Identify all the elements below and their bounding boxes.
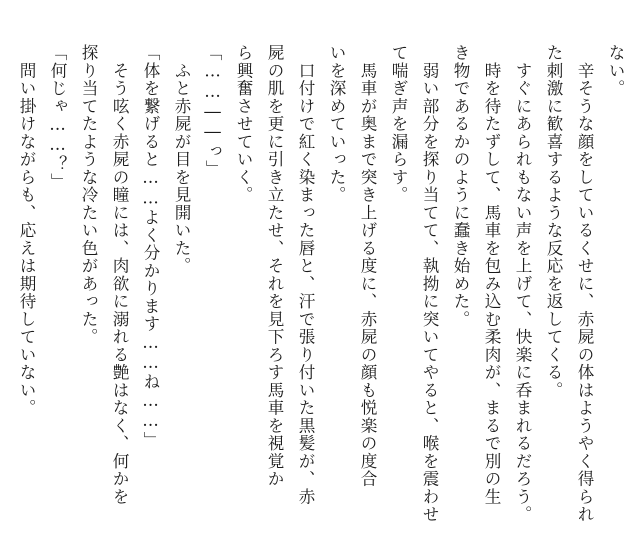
text-column: 問い掛けながらも、応えは期待していない。 [17,44,36,417]
text-column: 「何じゃ……？」 [48,44,67,191]
text-column: ふと赤屍が目を見開いた。 [172,44,191,275]
text-column: 「……――っ」 [203,44,222,178]
text-column: いを深めていった。 [327,44,346,204]
text-column: 辛そうな顔をしているくせに、赤屍の体はようやく得られ [575,44,594,524]
text-column: ら興奮させていく。 [234,44,253,204]
text-column: 口付けで紅く染まった唇と、汗で張り付いた黒髪が、赤 [296,44,315,506]
text-column: 探り当てたような冷たい色があった。 [79,44,98,346]
text-column: て喘ぎ声を漏らす。 [389,44,408,204]
text-column: そう呟く赤屍の瞳には、肉欲に溺れる艶はなく、何かを [110,44,129,506]
text-column: 「体を繋げると……よく分かります……ね……」 [141,44,160,449]
text-column: 弱い部分を探り当てて、執拗に突いてやると、喉を震わせ [420,44,439,524]
text-column: ない。 [606,44,625,98]
text-column: 屍の肌を更に引き立たせ、それを見下ろす馬車を視覚か [265,44,284,488]
text-column: き物であるかのように蠢き始めた。 [451,44,470,328]
text-column: すぐにあられもない声を上げて、快楽に呑まれるだろう。 [513,44,532,524]
text-column: 馬車が奥まで突き上げる度に、赤屍の顔も悦楽の度合 [358,44,377,488]
text-column: た刺激に歓喜するような反応を返してくる。 [544,44,563,399]
text-column: 時を待たずして、馬車を包み込む柔肉が、まるで別の生 [482,44,501,506]
